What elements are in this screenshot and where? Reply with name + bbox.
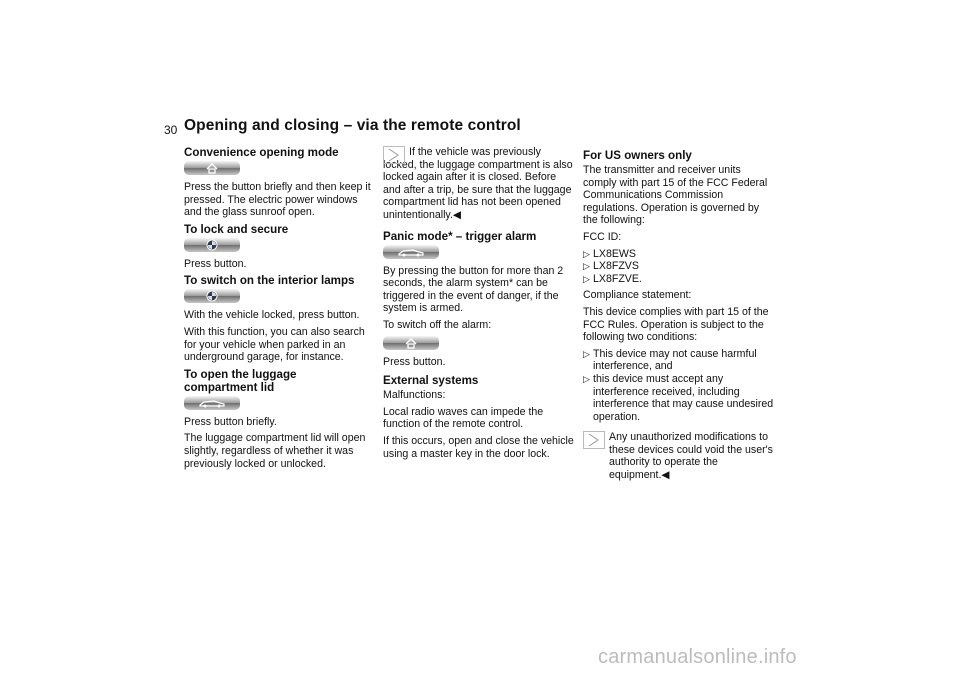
heading-lock-secure: To lock and secure <box>184 222 289 236</box>
note-modifications-first-line: Any unauthorized modifications to <box>609 431 768 444</box>
column-middle <box>383 146 575 464</box>
conditions-list <box>583 348 775 424</box>
text-ext-2: Local radio waves can impede the function of the remote control. <box>383 405 544 431</box>
note-luggage <box>383 146 575 222</box>
list-item: ▷ LX8FZVS <box>583 260 639 273</box>
list-item: ▷ LX8FZVE. <box>583 272 642 285</box>
text-lamps-1: With the vehicle locked, press button. <box>184 309 360 322</box>
note-modifications <box>583 431 775 481</box>
page-title: Opening and closing – via the remote control <box>184 117 521 134</box>
heading-external-systems: External systems <box>383 374 479 388</box>
note-luggage-first-line: If the vehicle was previously <box>409 146 541 158</box>
text-convenience: Press the button briefly and then keep it pressed. The electric power windows and the glass sunroof open. <box>184 181 371 219</box>
heading-panic-mode: Panic mode* – trigger alarm <box>383 229 537 243</box>
list-item: ▷ This device may not cause harmful interference, and <box>583 347 757 373</box>
text-panic-2: To switch off the alarm: <box>383 318 492 331</box>
note-triangle-icon <box>383 146 405 164</box>
heading-open-luggage-lid: To open the luggage compartment lid <box>184 367 297 394</box>
text-panic-3: Press button. <box>383 355 446 368</box>
house-key-icon <box>184 161 240 175</box>
car-key-icon <box>383 245 439 259</box>
column-right <box>583 146 775 482</box>
heading-us-owners: For US owners only <box>583 149 692 162</box>
house-key-icon <box>383 336 439 350</box>
text-device: This device complies with part 15 of the FCC Rules. Operation is subject to the following two conditions: <box>583 305 769 344</box>
text-compliance: Compliance statement: <box>583 289 692 302</box>
note-triangle-icon <box>583 431 605 449</box>
note-modifications-text: these devices could void the user's authority to operate the equipment.◀ <box>609 443 773 482</box>
list-item: ▷ this device must accept any interference received, including interference that may cause undesired operation. <box>583 372 774 423</box>
page-number: 30 <box>164 123 178 137</box>
text-lid-2: The luggage compartment lid will open slightly, regardless of whether it was previously locked or unlocked. <box>184 432 366 470</box>
bmw-logo-key-icon <box>184 289 240 303</box>
fcc-id-list <box>583 248 775 286</box>
text-ext-1: Malfunctions: <box>383 389 446 402</box>
text-lid-1: Press button briefly. <box>184 415 277 428</box>
watermark: carmanualsonline.info <box>598 646 797 668</box>
text-fcc-id: FCC ID: <box>583 230 622 243</box>
car-key-icon <box>184 396 240 410</box>
text-lamps-2: With this function, you can also search for your vehicle when parked in an underground garage, for instance. <box>184 325 365 364</box>
note-luggage-text: locked, the luggage compartment is also locked again after it is closed. Before and after a trip, be sure that the luggage compartment lid has not been opened unintentionally.◀ <box>383 158 573 221</box>
text-panic-1: By pressing the button for more than 2 seconds, the alarm system* can be triggered in the event of danger, if the system is armed. <box>383 264 564 315</box>
column-left <box>184 146 376 474</box>
text-lock: Press button. <box>184 257 247 270</box>
bmw-logo-key-icon <box>184 238 240 252</box>
text-ext-3: If this occurs, open and close the vehicle using a master key in the door lock. <box>383 434 574 460</box>
list-item: ▷ LX8EWS <box>583 247 636 260</box>
heading-interior-lamps: To switch on the interior lamps <box>184 274 355 288</box>
text-us-1: The transmitter and receiver units comply with part 15 of the FCC Federal Communications Commission regulations. Operation is governed by the following: <box>583 164 768 227</box>
heading-convenience-opening: Convenience opening mode <box>184 146 339 159</box>
